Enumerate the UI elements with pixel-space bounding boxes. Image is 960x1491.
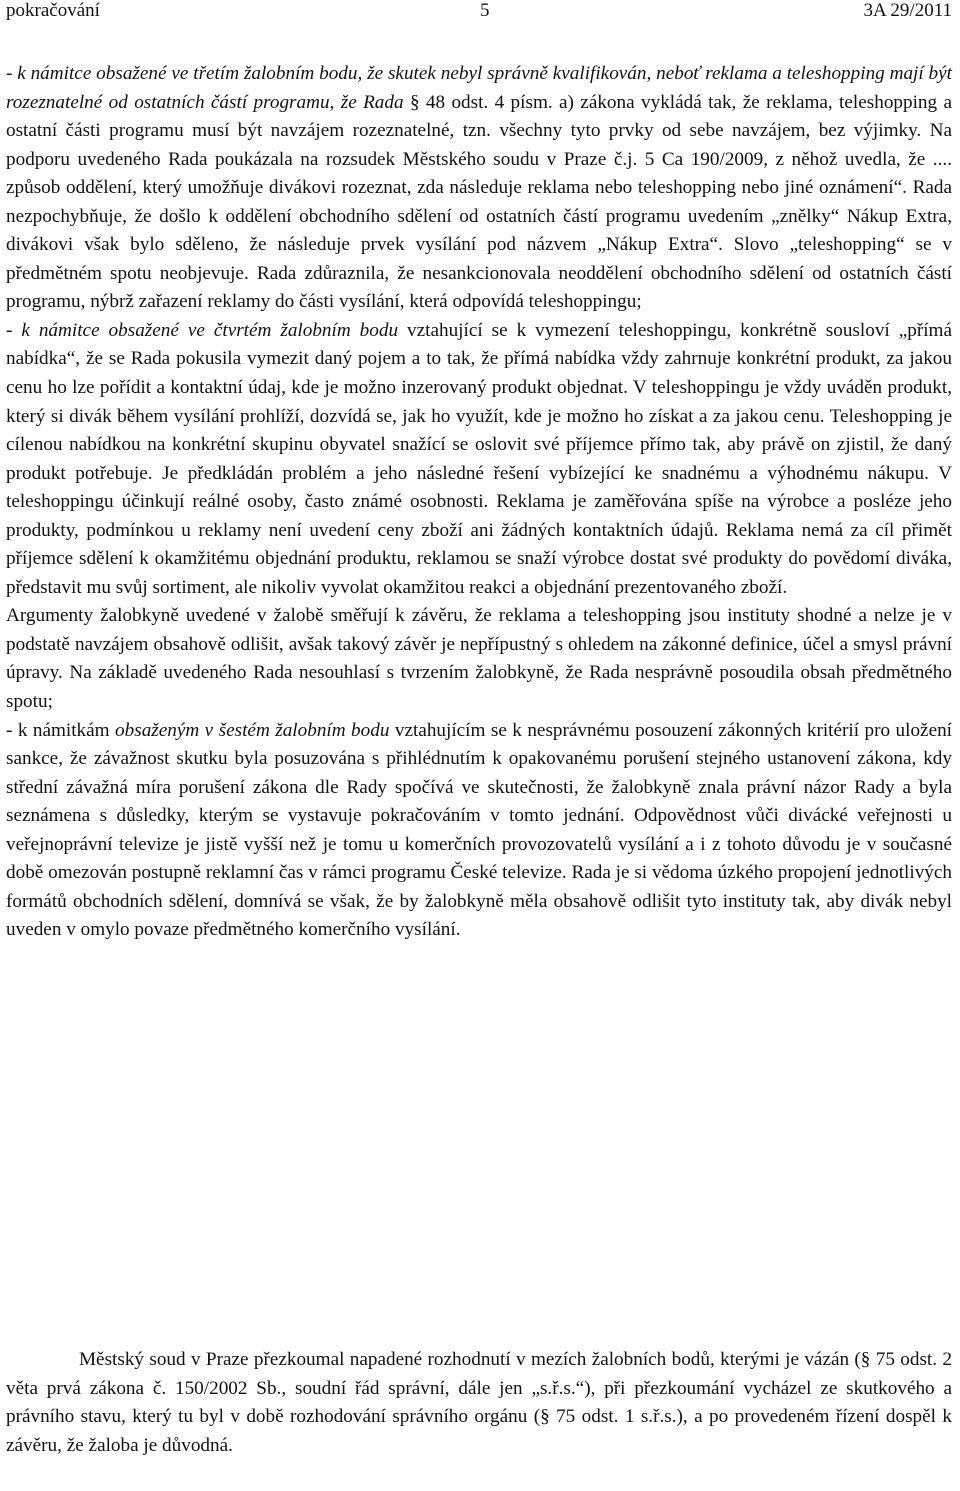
arguments-text: Argumenty žalobkyně uvedené v žalobě směřují k závěru, že reklama a teleshopping jsou instituty shodné a nelze je v podstatě navzájem obsahově odlišit, avšak takový závěr je nepřípustný s ohledem na zákonné definice, účel a smysl právní úpravy. Na základě uvedeného Rada nesouhlasí s tvrzením žalobkyně, že Rada nesprávně posoudila obsah předmětného spotu; [6,605,952,713]
court-review-section [6,1346,952,1460]
objection-sixth-text: vztahujícím se k nesprávnému posouzení zákonných kritérií pro uložení sankce, že závažnost skutku byla posuzována s přihlédnutím k opakovanému porušení stejného ustanovení zákona, kdy střední závažná míra porušení zákona dle Rady spočívá ve skutečnosti, že žalobkyně znala právní názor Rady a byla seznámena s důsledky, kterým se vystavuje pokračováním v tomto jednání. Odpovědnost vůči divácké veřejnosti u veřejnoprávní televize je jistě vyšší než je tomu u komerčních provozovatelů vysílání a i z tohoto důvodu je v současné době omezován postupně reklamní čas v rámci programu České televize. Rada je si vědoma úzkého propojení jednotlivých formátů obchodních sdělení, domnívá se však, že by žalobkyně měla obsahově odlišit tyto instituty tak, aby divák nebyl uveden v omylo povaze předmětného komerčního vysílání. [6,719,953,941]
objection-fourth-dash: - [6,319,22,341]
page-number: 5 [480,0,490,21]
objection-third-italic: - k námitce obsažené ve třetím žalobním bodu, že skutek nebyl správně kvalifikován, neboť reklama a teleshopping mají být rozeznatelné od ostatních částí programu, že Rada [6,63,952,113]
paragraph-arguments [6,602,952,716]
document-body [6,60,952,945]
paragraph-objection-fourth [6,317,952,602]
paragraph-objection-sixth [6,717,952,945]
page-header [6,0,954,28]
objection-fourth-text: vztahující se k vymezení teleshoppingu, konkrétně sousloví „přímá nabídka“, že se Rada pokusila vymezit daný pojem a to tak, že přímá nabídka vždy zahrnuje konkrétní produkt, za jakou cenu ho lze pořídit a kontaktní údaj, kde je možno inzerovaný produkt objednat. V teleshoppingu je vždy uváděn produkt, který si divák během vysílání prohlíží, dozvídá se, jak ho využít, kde je možno ho získat a za jakou cenu. Teleshopping je cílenou nabídkou na konkrétní skupinu obyvatel snažící se oslovit své příjemce přímo tak, aby právě on zjistil, že daný produkt potřebuje. Je předkládán problém a jeho následné řešení vybízející ke snadnému a výhodnému nákupu. V teleshoppingu účinkují reálné osoby, často známé osobnosti. Reklama je zaměřována spíše na výrobce a posléze jeho produkty, podmínkou u reklamy není uvedení ceny zboží ani žádných kontaktních údajů. Reklama nemá za cíl přimět příjemce sdělení k okamžitému objednání produktu, reklamou se snaží výrobce dostat své produkty do povědomí diváka, představit mu svůj sortiment, ale nikoliv vyvolat okamžitou reakci a objednání prezentovaného zboží. [6,319,952,598]
objection-sixth-dash: - k námitkám [6,719,116,741]
objection-fourth-italic: k námitce obsažené ve čtvrtém žalobním bodu [21,319,399,341]
header-continuation: pokračování [6,0,100,21]
case-number: 3A 29/2011 [863,0,952,21]
objection-third-text: § 48 odst. 4 písm. a) zákona vykládá tak, že reklama, teleshopping a ostatní části programu musí být navzájem rozeznatelné, tzn. všechny tyto prvky od sebe navzájem, bez výjimky. Na podporu uvedeného Rada poukázala na rozsudek Městského soudu v Praze č.j. 5 Ca 190/2009, z něhož uvedla, že .... způsob oddělení, který umožňuje divákovi rozeznat, zda následuje reklama nebo teleshopping nebo jiné oznámení“. Rada nezpochybňuje, že došlo k oddělení obchodního sdělení od ostatních částí programu uvedením „znělky“ Nákup Extra, divákovi však bylo sděleno, že následuje prvek vysílání pod názvem „Nákup Extra“. Slovo „teleshopping“ se v předmětném spotu neobjevuje. Rada zdůraznila, že nesankcionovala neoddělení obchodního sdělení od ostatních částí programu, nýbrž zařazení reklamy do části vysílání, která odpovídá teleshoppingu; [6,91,952,313]
paragraph-objection-third [6,60,952,317]
objection-sixth-italic: obsaženým v šestém žalobním bodu [115,719,390,741]
paragraph-court-review: Městský soud v Praze přezkoumal napadené rozhodnutí v mezích žalobních bodů, kterými je vázán (§ 75 odst. 2 věta prvá zákona č. 150/2002 Sb., soudní řád správní, dále jen „s.ř.s.“), při přezkoumání vycházel ze skutkového a právního stavu, který tu byl v době rozhodování správního orgánu (§ 75 odst. 1 s.ř.s.), a po provedeném řízení dospěl k závěru, že žaloba je důvodná. [6,1349,952,1456]
